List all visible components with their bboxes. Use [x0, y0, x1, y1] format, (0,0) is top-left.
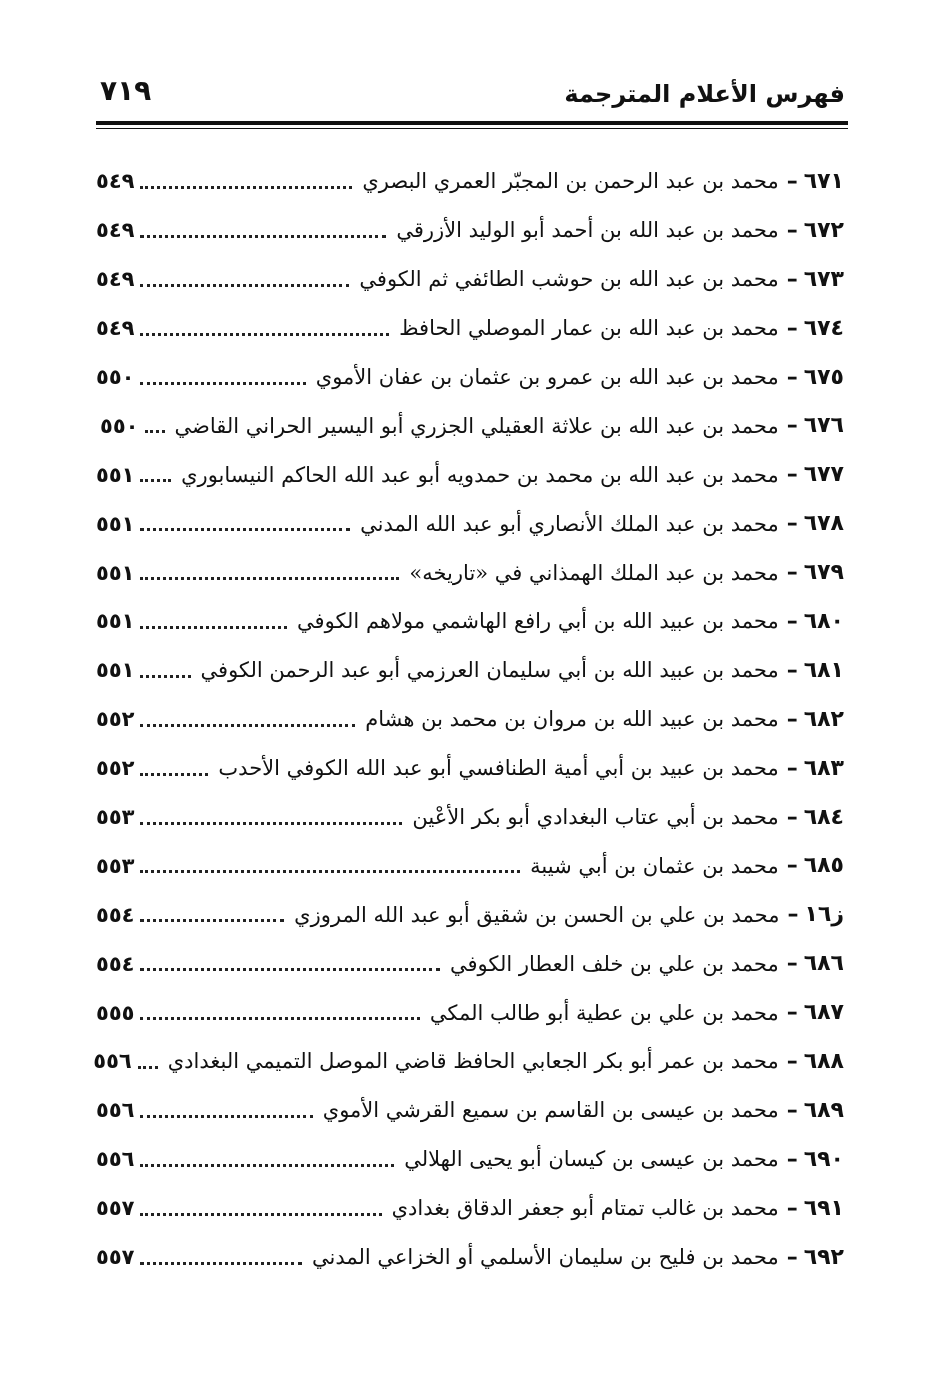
running-title: فهرس الأعلام المترجمة: [564, 80, 845, 108]
index-entry: [96, 1135, 844, 1184]
dot-leader: [140, 382, 305, 385]
index-entry: [93, 1037, 844, 1086]
entry-separator: –: [786, 1244, 798, 1270]
entry-name: محمد بن فليح بن سليمان الأسلمي أو الخزاعي المدني: [311, 1245, 779, 1270]
dot-leader: [140, 822, 402, 825]
index-entry: [96, 841, 844, 890]
header-rule-thin: [96, 128, 848, 129]
entry-name: محمد بن عمر أبو بكر الجعابي الحافظ قاضي الموصل التميمي البغدادي: [167, 1049, 779, 1074]
entry-page: ٥٥٢: [96, 756, 135, 781]
entry-page: ٥٥١: [96, 609, 135, 634]
dot-leader: [140, 626, 287, 629]
entry-name: محمد بن عبد الملك الأنصاري أبو عبد الله المدني: [360, 511, 779, 536]
index-entry: [96, 450, 844, 499]
entry-separator: –: [786, 951, 798, 977]
index-entry: [96, 597, 844, 646]
entry-number: ٦٧٤: [803, 315, 844, 341]
entry-separator: –: [786, 755, 798, 781]
dot-leader: [140, 1115, 312, 1118]
entry-number: ٦٩١: [803, 1195, 844, 1221]
index-entry: [96, 939, 844, 988]
entry-page: ٥٥٧: [96, 1245, 135, 1270]
entry-page: ٥٥١: [96, 560, 135, 585]
entry-name: محمد بن عيسى بن القاسم بن سميع القرشي الأموي: [322, 1098, 779, 1123]
entry-page: ٥٤٩: [96, 316, 135, 341]
dot-leader: [140, 235, 386, 238]
entry-separator: –: [786, 413, 798, 439]
entry-number: ٦٨٠: [803, 608, 844, 634]
entry-page: ٥٤٩: [96, 169, 135, 194]
index-entry: [96, 744, 844, 793]
entry-number: ٦٧٢: [803, 217, 844, 243]
entry-name: محمد بن عبد الله بن عمار الموصلي الحافظ: [399, 316, 779, 341]
entry-separator: –: [786, 706, 798, 732]
entry-number: ٦٧١: [803, 168, 844, 194]
entry-separator: –: [786, 608, 798, 634]
entry-name: محمد بن أبي عتاب البغدادي أبو بكر الأعْين: [412, 805, 779, 830]
entry-separator: –: [786, 217, 798, 243]
index-entry: [96, 793, 844, 842]
entry-number: ٦٧٦: [803, 413, 844, 439]
entry-number: ٦٨١: [803, 657, 844, 683]
entry-separator: –: [786, 804, 798, 830]
index-entry: [96, 499, 844, 548]
dot-leader: [140, 1017, 419, 1020]
entry-page: ٥٥٥: [96, 1000, 135, 1025]
entry-name: محمد بن عبد الله بن محمد بن حمدويه أبو عبد الله الحاكم النيسابوري: [181, 462, 779, 487]
entry-page: ٥٥٣: [96, 805, 135, 830]
entry-name: محمد بن علي بن خلف العطار الكوفي: [450, 951, 779, 976]
dot-leader: [140, 919, 284, 922]
index-entry: [96, 646, 844, 695]
dot-leader: [140, 870, 520, 873]
entry-separator: –: [786, 853, 798, 879]
entry-separator: –: [786, 657, 798, 683]
entry-number: ٦٨٩: [803, 1097, 844, 1123]
entry-name: محمد بن عيسى بن كيسان أبو يحيى الهلالي: [404, 1147, 779, 1172]
entry-name: محمد بن عبد الله بن علاثة العقيلي الجزري أبو اليسير الحراني القاضي: [174, 413, 779, 438]
entry-page: ٥٥٤: [96, 951, 135, 976]
dot-leader: [140, 528, 350, 531]
entry-separator: –: [786, 511, 798, 537]
entry-number: ٦٨٤: [803, 804, 844, 830]
dot-leader: [140, 186, 352, 189]
entry-separator: –: [786, 462, 798, 488]
entry-number: ٦٨٨: [803, 1048, 844, 1074]
entry-name: محمد بن علي بن عطية أبو طالب المكي: [429, 1000, 779, 1025]
entry-page: ٥٥٦: [96, 1098, 135, 1123]
index-entry: [96, 206, 844, 255]
dot-leader: [140, 284, 349, 287]
entry-name: محمد بن عبد الرحمن بن المجبّر العمري البصري: [362, 169, 779, 194]
dot-leader: [138, 1066, 158, 1069]
entry-page: ٥٥٢: [96, 707, 135, 732]
entry-separator: –: [786, 1146, 798, 1172]
index-entry: [96, 1233, 844, 1282]
header-rule-thick: [96, 121, 848, 125]
entry-separator: –: [786, 1195, 798, 1221]
entry-page: ٥٥٠: [100, 413, 139, 438]
entry-name: محمد بن عبيد الله بن أبي رافع الهاشمي مولاهم الكوفي: [297, 609, 779, 634]
entry-number: ز١٦: [804, 902, 844, 928]
entry-number: ٦٨٧: [803, 1000, 844, 1026]
entry-page: ٥٥٦: [96, 1147, 135, 1172]
index-entry: [96, 401, 844, 450]
entry-number: ٦٨٦: [803, 951, 844, 977]
entry-name: محمد بن عبد الله بن عمرو بن عثمان بن عفان الأموي: [315, 365, 779, 389]
entry-page: ٥٥١: [96, 462, 135, 487]
entry-name: محمد بن عبيد الله بن أبي سليمان العرزمي أبو عبد الرحمن الكوفي: [200, 658, 779, 683]
dot-leader: [140, 333, 389, 336]
entry-separator: –: [786, 266, 798, 292]
entry-number: ٦٧٩: [803, 560, 844, 586]
dot-leader: [140, 577, 399, 580]
index-entry: [96, 157, 844, 206]
entry-name: محمد بن عثمان بن أبي شيبة: [530, 853, 779, 878]
dot-leader: [140, 773, 208, 776]
entry-page: ٥٤٩: [96, 218, 135, 243]
entry-number: ٦٧٨: [803, 511, 844, 537]
dot-leader: [140, 1262, 302, 1265]
page-number: ٧١٩: [100, 74, 152, 107]
entry-name: محمد بن عبد الله بن أحمد أبو الوليد الأزرقي: [396, 218, 779, 243]
index-entry: [96, 988, 844, 1037]
entry-page: ٥٥١: [96, 658, 135, 683]
dot-leader: [140, 1164, 394, 1167]
index-entry: [96, 695, 844, 744]
index-entry: [96, 1184, 844, 1233]
entry-page: ٥٥٣: [96, 853, 135, 878]
entry-number: ٦٧٣: [803, 266, 844, 292]
dot-leader: [140, 1213, 381, 1216]
index-entry: [96, 353, 844, 402]
page-header: [100, 70, 845, 114]
dot-leader: [145, 430, 165, 433]
entry-number: ٦٩٠: [803, 1146, 844, 1172]
entry-number: ٦٨٥: [803, 853, 844, 879]
entry-page: ٥٥٤: [96, 902, 135, 927]
entry-separator: –: [786, 364, 798, 390]
dot-leader: [140, 675, 190, 678]
index-entry: [96, 304, 844, 353]
entry-name: محمد بن عبد الملك الهمذاني في «تاريخه»: [409, 560, 779, 585]
index-entries: [93, 157, 844, 1281]
dot-leader: [140, 968, 440, 971]
entry-name: محمد بن علي بن الحسن بن شقيق أبو عبد الله المروزي: [294, 902, 780, 927]
entry-number: ٦٨٢: [803, 706, 844, 732]
entry-page: ٥٥١: [96, 511, 135, 536]
entry-number: ٦٨٣: [803, 755, 844, 781]
entry-page: ٥٤٩: [96, 267, 135, 292]
entry-number: ٦٧٥: [803, 364, 844, 390]
entry-separator: –: [786, 1048, 798, 1074]
index-entry: [96, 1086, 844, 1135]
entry-page: ٥٥٧: [96, 1196, 135, 1221]
entry-separator: –: [786, 168, 798, 194]
entry-separator: –: [786, 315, 798, 341]
entry-separator: –: [787, 902, 799, 928]
index-entry: [96, 548, 844, 597]
dot-leader: [140, 479, 171, 482]
entry-name: محمد بن غالب تمتام أبو جعفر الدقاق بغدادي: [391, 1196, 779, 1221]
entry-name: محمد بن عبد الله بن حوشب الطائفي ثم الكوفي: [359, 267, 779, 292]
index-entry: [96, 255, 844, 304]
entry-name: محمد بن عبيد بن أبي أمية الطنافسي أبو عبد الله الكوفي الأحدب: [218, 756, 779, 781]
entry-page: ٥٥٠: [96, 365, 135, 389]
entry-separator: –: [786, 560, 798, 586]
entry-name: محمد بن عبيد الله بن مروان بن محمد بن هشام: [365, 707, 779, 732]
entry-number: ٦٧٧: [803, 462, 844, 488]
entry-separator: –: [786, 1000, 798, 1026]
dot-leader: [140, 724, 355, 727]
entry-number: ٦٩٢: [803, 1244, 844, 1270]
entry-separator: –: [786, 1097, 798, 1123]
entry-page: ٥٥٦: [93, 1049, 132, 1074]
index-entry: [96, 890, 844, 939]
